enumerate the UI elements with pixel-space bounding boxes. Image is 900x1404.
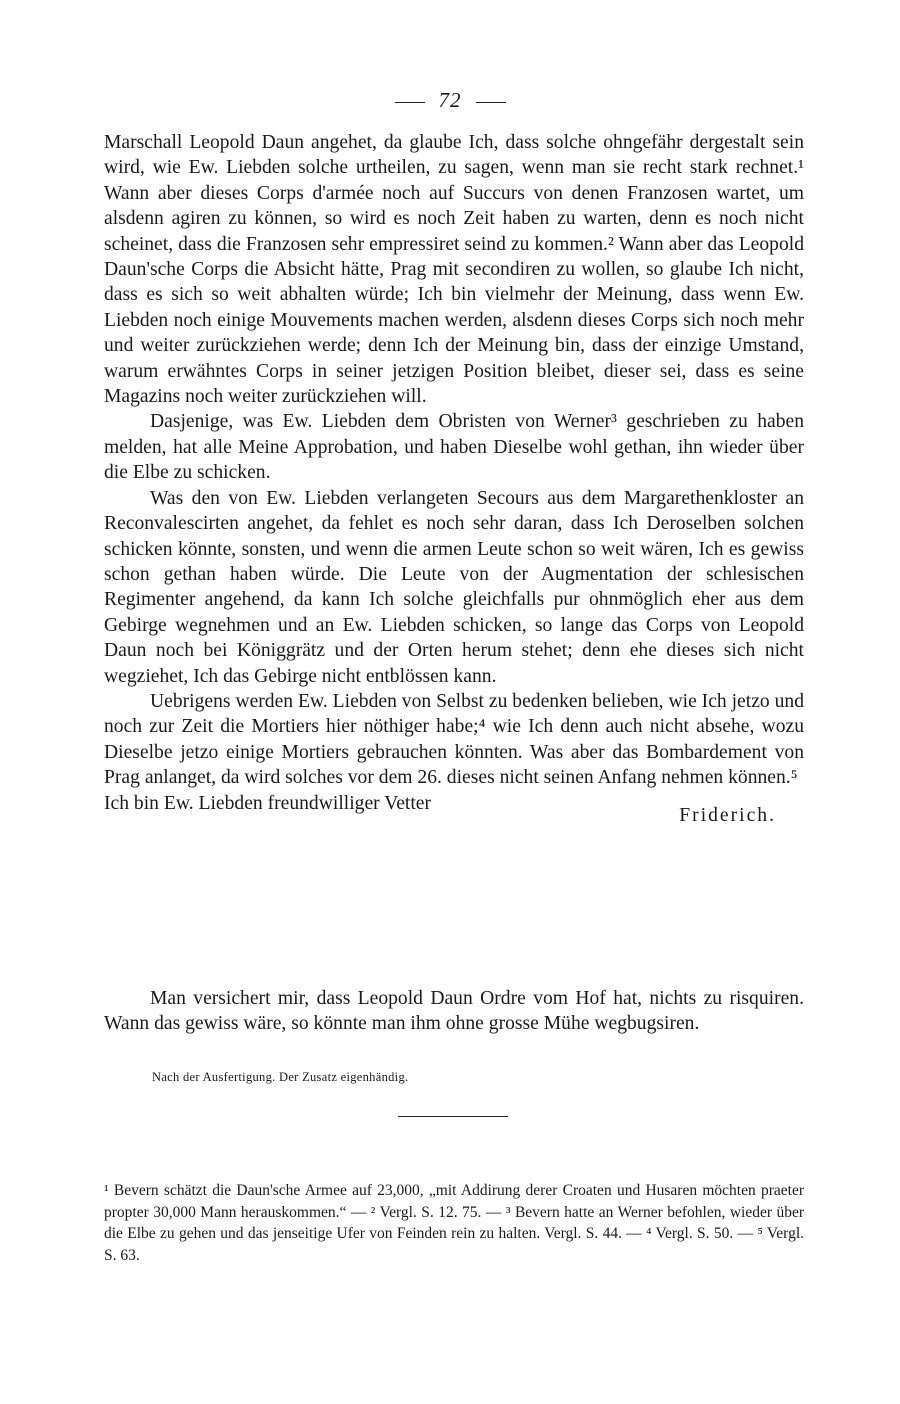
page-number: 72 [438,88,462,112]
closing-formula: Ich bin Ew. Liebden freundwilliger Vetter [104,792,431,814]
section-divider [398,1116,508,1117]
letter-body [104,130,804,831]
paragraph-2: Dasjenige, was Ew. Liebden dem Obristen von Werner³ geschrieben zu haben melden, hat alle Meine Approbation, und haben Dieselbe wohl gethan, ihn wieder über die Elbe zu schicken. [104,411,804,484]
paragraph-4: Uebrigens werden Ew. Liebden von Selbst zu bedenken belieben, wie Ich jetzo und noch zur Zeit die Mortiers hier nöthiger habe;⁴ wie Ich denn auch nicht absehe, wozu Dieselbe jetzo einige Mortiers gebrauchen könnten. Was aber das Bombardement von Prag anlanget, da wird solches vor dem 26. dieses nicht seinen Anfang nehmen können.⁵ [104,690,804,789]
paragraph-3: Was den von Ew. Liebden verlangeten Secours aus dem Margarethenkloster an Reconvalescirten angehet, da fehlet es noch sehr daran, dass Ich Deroselben solchen schicken könnte, sonsten, und wenn die armen Leute schon so weit wären, Ich es gewiss schon gethan haben würde. Die Leute von der Augmentation der schlesischen Regimenter angehend, da kann Ich solche gleichfalls pur ohnmöglich eher aus dem Gebirge wegnehmen und an Ew. Liebden schicken, so lange das Corps von Leopold Daun noch bei Königgrätz und der Orten herum stehet; denn ehe dieses sich nicht wegziehet, Ich das Gebirge nicht entblössen kann. [104,487,804,687]
postscript: Man versichert mir, dass Leopold Daun Ordre vom Hof hat, nichts zu risquiren. Wann das gewiss wäre, so könnte man ihm ohne grosse Mühe wegbugsiren. [104,988,804,1035]
footnotes: ¹ Bevern schätzt die Daun'sche Armee auf 23,000, „mit Addirung derer Croaten und Husaren möchten praeter propter 30,000 Mann herauskommen.“ — ² Vergl. S. 12. 75. — ³ Bevern hatte an Werner befohlen, wieder über die Elbe zu gehen und das jenseitige Ufer von Feinden rein zu halten. Vergl. S. 44. — ⁴ Vergl. S. 50. — ⁵ Vergl. S. 63. [104,1182,804,1264]
header-dash-left [395,102,425,103]
source-note: Nach der Ausfertigung. Der Zusatz eigenhändig. [152,1070,409,1084]
paragraph-1: Marschall Leopold Daun angehet, da glaube Ich, dass solche ohngefähr dergestalt sein wird, wie Ew. Liebden solche urtheilen, zu sagen, wenn man sie recht stark rechnet.¹ Wann aber dieses Corps d'armée noch auf Succurs von denen Franzosen wartet, um alsdenn agiren zu können, so wird es noch Zeit haben zu warten, denn es noch nicht scheinet, dass die Franzosen sehr empressiret seind zu kommen.² Wann aber das Leopold Daun'sche Corps die Absicht hätte, Prag mit secondiren zu wollen, so glaube Ich nicht, dass es sich so weit abhalten würde; Ich bin vielmehr der Meinung, dass wenn Ew. Liebden noch einige Mouvements machen werden, alsdenn dieses Corps sich noch mehr und weiter zurückziehen werde; denn Ich der Meinung bin, dass der einzige Umstand, warum erwähntes Corps in seiner jetzigen Position bleibet, dieser sei, dass es seine Magazins noch weiter zurückziehen will. [104,132,804,408]
page-number-header [0,88,900,113]
signature: Friderich. [679,804,776,826]
header-dash-right [476,102,506,103]
closing-block [104,791,804,831]
